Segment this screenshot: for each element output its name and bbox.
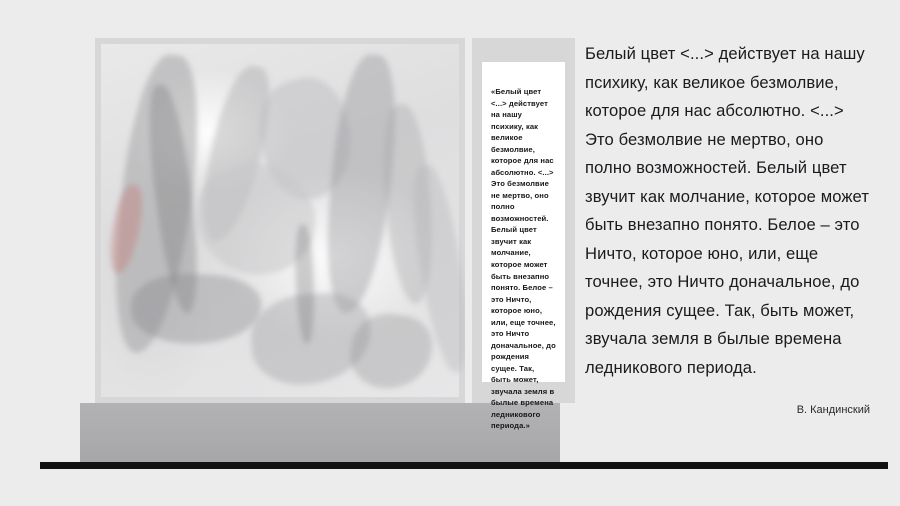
museum-wall-label bbox=[482, 62, 565, 431]
quote-block bbox=[585, 40, 870, 416]
artwork-canvas bbox=[95, 38, 465, 403]
label-panel bbox=[472, 38, 575, 431]
artwork-paint-surface bbox=[101, 44, 459, 397]
quote-text: Белый цвет <...> действует на нашу психику, как великое безмолвие, которое для нас абсолютно. <...> Это безмолвие не мертво, оно полно возможностей. Белый цвет звучит как молчание, которое может быть внезапно понято. Белое – это Ничто, которое юно, или, еще точнее, это Ничто доначальное, до рождения сущее. Так, быть может, звучала земля в былые времена ледникового периода. bbox=[585, 44, 870, 377]
floor-line bbox=[40, 462, 888, 469]
quote-author: В. Кандинский bbox=[796, 404, 870, 417]
exhibit-panel bbox=[95, 38, 575, 431]
museum-wall-label-text: «Белый цвет <...> действует на нашу психику, как великое безмолвие, которое для нас абсолютно. <...> Это безмолвие не мертво, оно полно возможностей. Белый цвет звучит как молчание, которое может быть внезапно понято. Белое – это Ничто, которое юно, или, еще точнее, это Ничто доначальное, до рождения сущее. Так, быть может, звучала земля в былые времена ледникового периода.» bbox=[491, 87, 556, 431]
pedestal bbox=[80, 403, 560, 463]
